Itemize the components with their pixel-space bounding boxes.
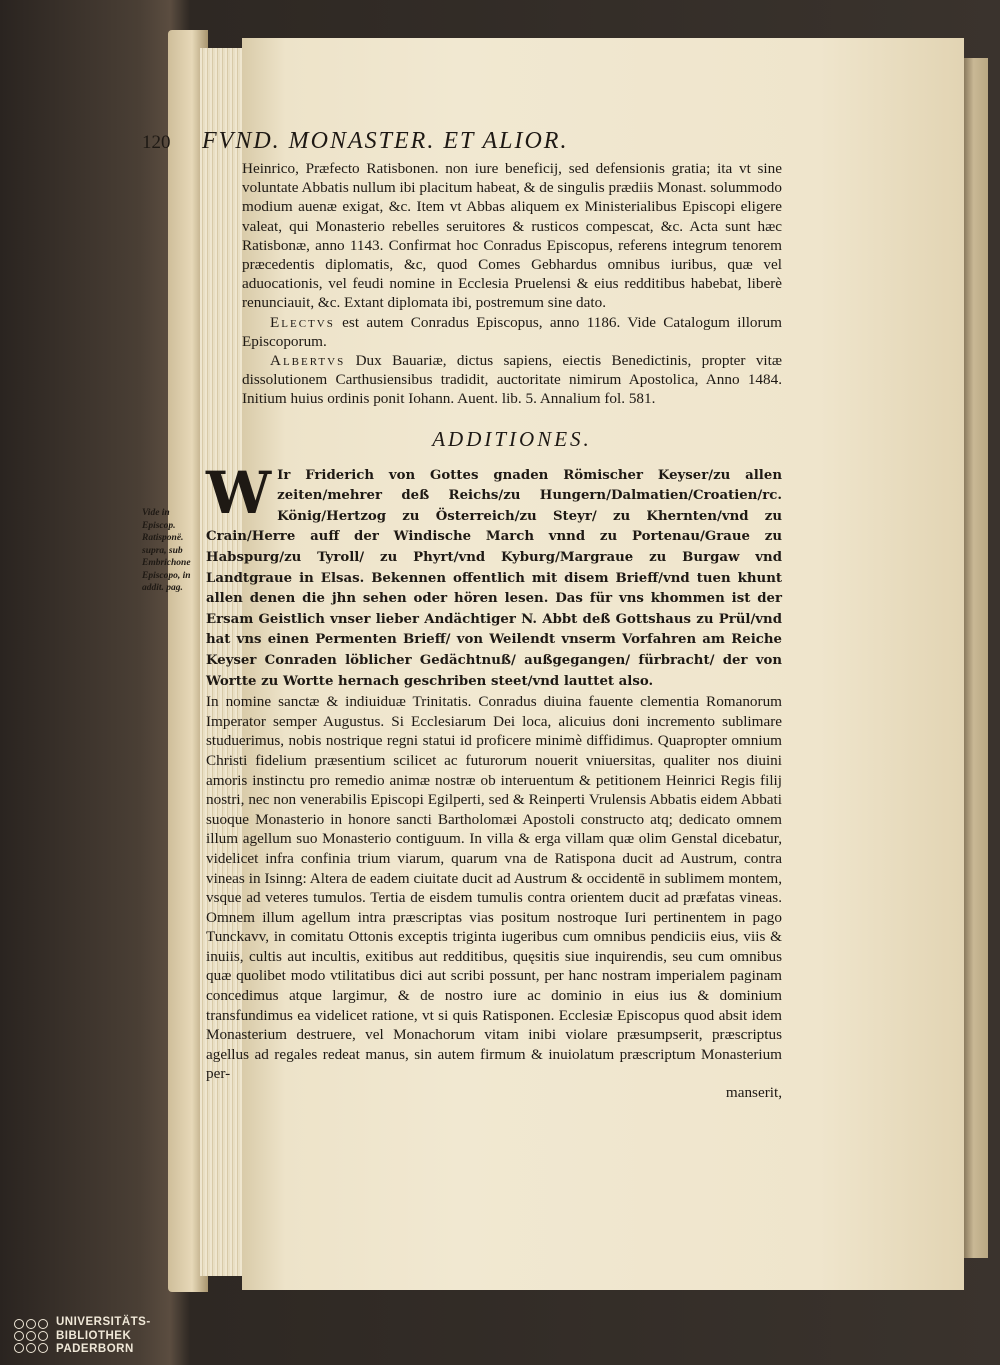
paragraph-2 — [242, 313, 782, 351]
paragraph-3-lead: Albertvs — [270, 352, 346, 370]
catchword-line: manserit, — [725, 1084, 782, 1102]
dropcap-initial: W — [206, 458, 272, 527]
paragraph-3 — [242, 351, 782, 409]
page-header — [142, 128, 742, 155]
margin-note: Vide in Episcop. Ratisponë. supra, sub Embrichone Episcopo, in addit. pag. — [142, 508, 191, 593]
page-number: 120 — [142, 132, 171, 153]
library-name — [56, 1316, 151, 1357]
running-head: FVND. MONASTER. ET ALIOR. — [202, 128, 569, 154]
paragraph-2-lead: Electvs — [270, 313, 335, 331]
library-name-line1: UNIVERSITÄTS- — [56, 1316, 151, 1328]
german-charter-text — [206, 458, 782, 693]
facing-page-strip — [964, 58, 988, 1258]
library-name-line3: PADERBORN — [56, 1343, 134, 1355]
paragraph-1: Heinrico, Præfecto Ratisbonen. non iure beneficij, sed defensionis gratia; ita vt sine voluntate Abbatis nullum ibi placitum habeat, & de singulis prædiis Monast. solummodo modium auenæ exigat, &c. Item vt Abbas aliquem ex Ministerialibus Episcopi eligere valeat, qui Monasterio rebelles seruitores & rusticos compescat, &c. Acta sunt hæc Ratisbonæ, anno 1143. Confirmat hoc Conradus Episcopus, referens integrum tenorem præcedentis diplomatis, &c, quod Comes Gebhardus omnibus iuribus, quæ vel aduocationis, vel feudi nomine in Ecclesia Pruelensi & eius redditibus habebat, liberè renunciauit, &c. Extant diplomata ibi, postremum sine dato. — [242, 160, 782, 312]
paragraph-2-body: est autem Conradus Episcopus, anno 1186. Vide Catalogum illorum Episcoporum. — [242, 313, 782, 350]
latin-charter-text: In nomine sanctæ & indiuiduæ Trinitatis. Conradus diuina fauente clementia Romanorum Imperator semper Augustus. Si Ecclesiarum Dei loca, alicuius doni incremento sublimare studuerimus, nobis nostrique regni statui id proficere minimè diffidimus. Quapropter omnium Christi fidelium præsentium scilicet ac futurorum nouerit vniuersitas, qualiter nos diuini amoris instinctu pro remedio animæ nostræ ob interuentum & petitionem Heinrici Regis filij nostri, nec non venerabilis Episcopi Egilperti, sed & Reinperti Vrulensis Abbatis eidem Abbati suoque Monasterio in honore sancti Bartholomæi Apostoli constructo atq; dedicato omnem illum agellum suo Monasterio contiguum. In villa & erga villam quæ olim Genstal dicebatur, videlicet infra confinia trium viarum, quarum vna de Ratispona ducit ad Austrum, contra vineas in Isinng: Altera de eadem ciuitate ducit ad Austrum & occidentē in sublimem montem, vsque ad veteres tumulos. Tertia de eisdem tumulis contra orientem ducit ad præfatas vineas. Omnem illum agellum intra præscriptas vias positum nostroque Iuri pertinentem in pago Tunckavv, in comitatu Ottonis exceptis triginta iugeribus cum omnibus pendiciis eius, viis & inuiis, cultis aut incultis, exitibus aut redditibus, quęsitis siue inquirendis, seu cum omnibus quæ quolibet modo vtilitatibus dici aut scribi possunt, per hanc nostram imperialem paginam concedimus atque largimur, & de nostro iure ac dominio in eius ius & dominium transfundimus ea videlicet ratione, vt si quis Ratisponen. Ecclesiæ Episcopus quod absit idem Monasterium destruere, vel Monachorum vitam inibi violare præsumpserit, præscriptus agellus ad regales redeat manus, sin autem firmum & inuiolatum præscriptum Monasterium per- — [206, 693, 782, 1083]
library-stamp — [14, 1316, 151, 1357]
library-name-line2: BIBLIOTHEK — [56, 1329, 132, 1342]
paragraph-3-body: Dux Bauariæ, dictus sapiens, eiectis Benedictinis, propter vitæ dissolutionem Carthusiensibus tradidit, auctoritate nimirum Apostolica, Anno 1484. Initium huius ordinis ponit Iohann. Auent. lib. 5. Annalium fol. 581. — [242, 352, 782, 408]
german-text-body: Ir Friderich von Gottes gnaden Römischer Keyser/zu allen zeiten/mehrer deß Reichs/zu Hungern/Dalmatien/Croatien/rc. König/Hertzog zu Österreich/zu Steyr/ zu Khernten/vnd zu Crain/Herre auff der Windische March vnnd zu Portenau/Graue zu Habspurg/zu Tyroll/ zu Phyrt/vnd Kyburg/Margraue zu Burgaw vnd Landtgraue in Elsas. Bekennen offentlich mit disem Brieff/vnd tuen khunt allen denen die jhn sehen oder hören lesen. Das für vns khommen ist der Ersam Geistlich vnser lieber Andächtiger N. Abbt deß Gottshaus zu Prül/vnd hat vns einen Permenten Brieff/ von Weilendt vnserm Vorfahren am Reiche Keyser Conraden löblicher Gedächtnuß/ außgegangen/ fürbracht/ der von Wortte zu Wortte hernach geschriben steet/vnd lauttet also. — [206, 467, 782, 689]
additiones-heading: ADDITIONES. — [432, 426, 592, 451]
library-logo-icon — [14, 1319, 48, 1353]
page-content — [142, 128, 782, 1102]
main-text — [242, 159, 782, 409]
